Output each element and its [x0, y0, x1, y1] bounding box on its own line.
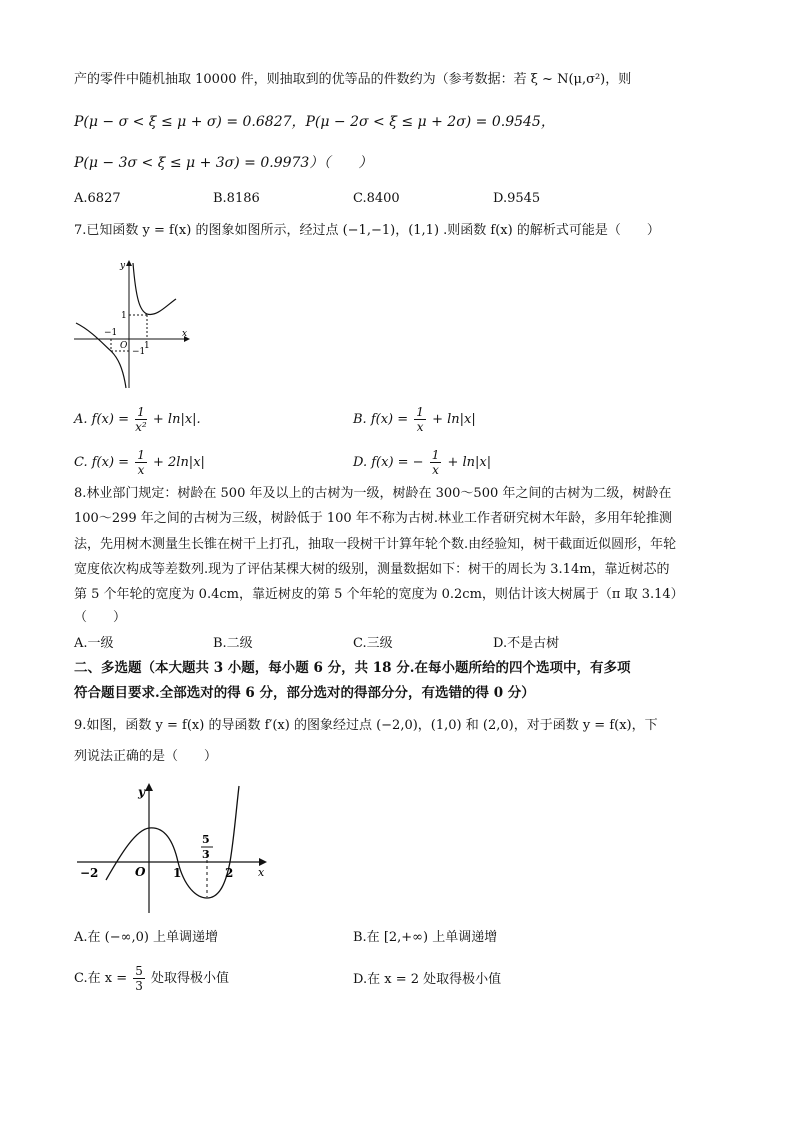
q9-option-c [74, 964, 229, 993]
q7-label-origin: O [120, 341, 128, 351]
q7-option-c-pre: C. f(x) = [74, 455, 130, 470]
q9-label-five: 5 [202, 833, 210, 846]
q7-option-b-fraction [414, 405, 426, 434]
q7-stem: 7.已知函数 y = f(x) 的图象如图所示，经过点 (−1,−1)，(1,1) .则函数 f(x) 的解析式可能是（ ） [74, 223, 660, 238]
q6-option-b: B.8186 [213, 191, 260, 206]
q9-label-x: x [258, 866, 265, 879]
q9-label-one: 1 [173, 866, 182, 880]
q7-option-a-num: 1 [137, 405, 145, 419]
q9-option-a: A.在 (−∞,0) 上单调递增 [74, 930, 219, 945]
q7-label-y1: 1 [121, 311, 127, 321]
q7-curve-left [76, 323, 126, 388]
q8-line-5: 第 5 个年轮的宽度为 0.4cm，靠近树皮的第 5 个年轮的宽度为 0.2cm，则估计该大树属于（π 取 3.14） [74, 587, 684, 602]
q7-option-b-den: x [416, 420, 424, 434]
q7-option-d-den: x [432, 463, 439, 477]
q9-label-three: 3 [202, 848, 210, 861]
q7-option-b-pre: B. f(x) = [353, 412, 409, 427]
q7-option-d [353, 448, 491, 477]
q9-option-b: B.在 [2,+∞) 上单调递增 [353, 930, 498, 945]
q8-option-c: C.三级 [353, 636, 393, 651]
q8-line-1: 8.林业部门规定：树龄在 500 年及以上的古树为一级，树龄在 300～500 年之间的古树为二级，树龄在 [74, 486, 672, 501]
q7-label-x1: 1 [144, 341, 150, 351]
q7-option-c-den: x [137, 463, 145, 477]
q6-line-2: P(μ − σ < ξ ≤ μ + σ) = 0.6827，P(μ − 2σ < ξ ≤ μ + 2σ) = 0.9545， [74, 114, 555, 130]
q7-option-d-fraction [430, 448, 442, 477]
q9-line-1: 9.如图，函数 y = f(x) 的导函数 f′(x) 的图象经过点 (−2,0)，(1,0) 和 (2,0)，对于函数 y = f(x)，下 [74, 718, 658, 733]
q8-line-4: 宽度依次构成等差数列.现为了评估某棵大树的级别，测量数据如下：树干的周长为 3.14m，靠近树芯的 [74, 562, 670, 577]
q8-line-6: （ ） [74, 610, 127, 625]
q9-option-c-fraction [133, 964, 145, 993]
q7-option-a [74, 405, 201, 434]
q9-option-c-post: 处取得极小值 [151, 971, 230, 986]
q7-option-a-fraction [135, 405, 147, 434]
q7-option-b-num: 1 [416, 405, 424, 419]
q6-line-3: P(μ − 3σ < ξ ≤ μ + 3σ) = 0.9973）（ ） [74, 155, 373, 171]
q7-curve-right [133, 263, 176, 314]
q8-option-b: B.二级 [213, 636, 253, 651]
q9-label-origin: O [135, 865, 146, 879]
q7-label-x: x [182, 329, 188, 339]
q8-option-d: D.不是古树 [493, 636, 560, 651]
q9-x-arrow [259, 858, 267, 866]
section-2-heading-line-1: 二、多选题（本大题共 3 小题，每小题 6 分，共 18 分.在每小题所给的四个选项中，有多项 [74, 660, 631, 676]
q7-option-d-num: 1 [431, 448, 440, 462]
q9-label-y: y [138, 785, 145, 799]
q7-option-c [74, 448, 205, 477]
q7-option-a-post: + ln|x|. [152, 412, 201, 427]
q9-label-neg-two: −2 [80, 866, 99, 880]
q7-option-b-post: + ln|x| [432, 412, 476, 427]
q9-option-c-num: 5 [135, 964, 143, 978]
q7-option-a-pre: A. f(x) = [74, 412, 129, 427]
q6-option-c: C.8400 [353, 191, 400, 206]
q7-option-d-pre: D. f(x) = − [353, 455, 424, 470]
q9-option-d: D.在 x = 2 处取得极小值 [353, 972, 502, 987]
q9-graph [74, 780, 274, 915]
q7-label-ym1: −1 [132, 347, 146, 357]
section-2-heading-line-2: 符合题目要求.全部选对的得 6 分，部分选对的得部分分，有选错的得 0 分） [74, 685, 535, 701]
q6-option-a: A.6827 [74, 191, 121, 206]
q7-label-y: y [120, 261, 126, 271]
q8-option-a: A.一级 [74, 636, 114, 651]
q9-line-2: 列说法正确的是（ ） [74, 749, 218, 764]
q7-option-c-post: + 2ln|x| [152, 455, 205, 470]
q8-line-2: 100～299 年之间的古树为三级，树龄低于 100 年不称为古树.林业工作者研究树木年龄，多用年轮推测 [74, 511, 672, 526]
q9-y-arrow [145, 783, 153, 791]
q9-label-two: 2 [225, 866, 234, 880]
q9-option-c-den: 3 [135, 979, 143, 993]
q6-line-1: 产的零件中随机抽取 10000 件，则抽取到的优等品的件数约为（参考数据：若 ξ ~ N(μ,σ²)，则 [74, 72, 632, 87]
q7-option-d-post: + ln|x| [447, 455, 492, 470]
q7-option-b [353, 405, 476, 434]
q9-derivative-curve [106, 786, 239, 898]
q7-option-c-fraction [135, 448, 147, 477]
q7-option-a-den: x² [135, 420, 147, 434]
q7-label-xm1: −1 [104, 328, 118, 338]
q7-graph [72, 255, 196, 390]
q6-option-d: D.9545 [493, 191, 541, 206]
q7-y-arrow [126, 260, 132, 266]
q8-line-3: 法，先用树木测量生长锥在树干上打孔，抽取一段树干计算年轮个数.由经验知，树干截面近似圆形，年轮 [74, 537, 677, 552]
q9-option-c-pre: C.在 x = [74, 971, 128, 986]
q7-option-c-num: 1 [137, 448, 145, 462]
